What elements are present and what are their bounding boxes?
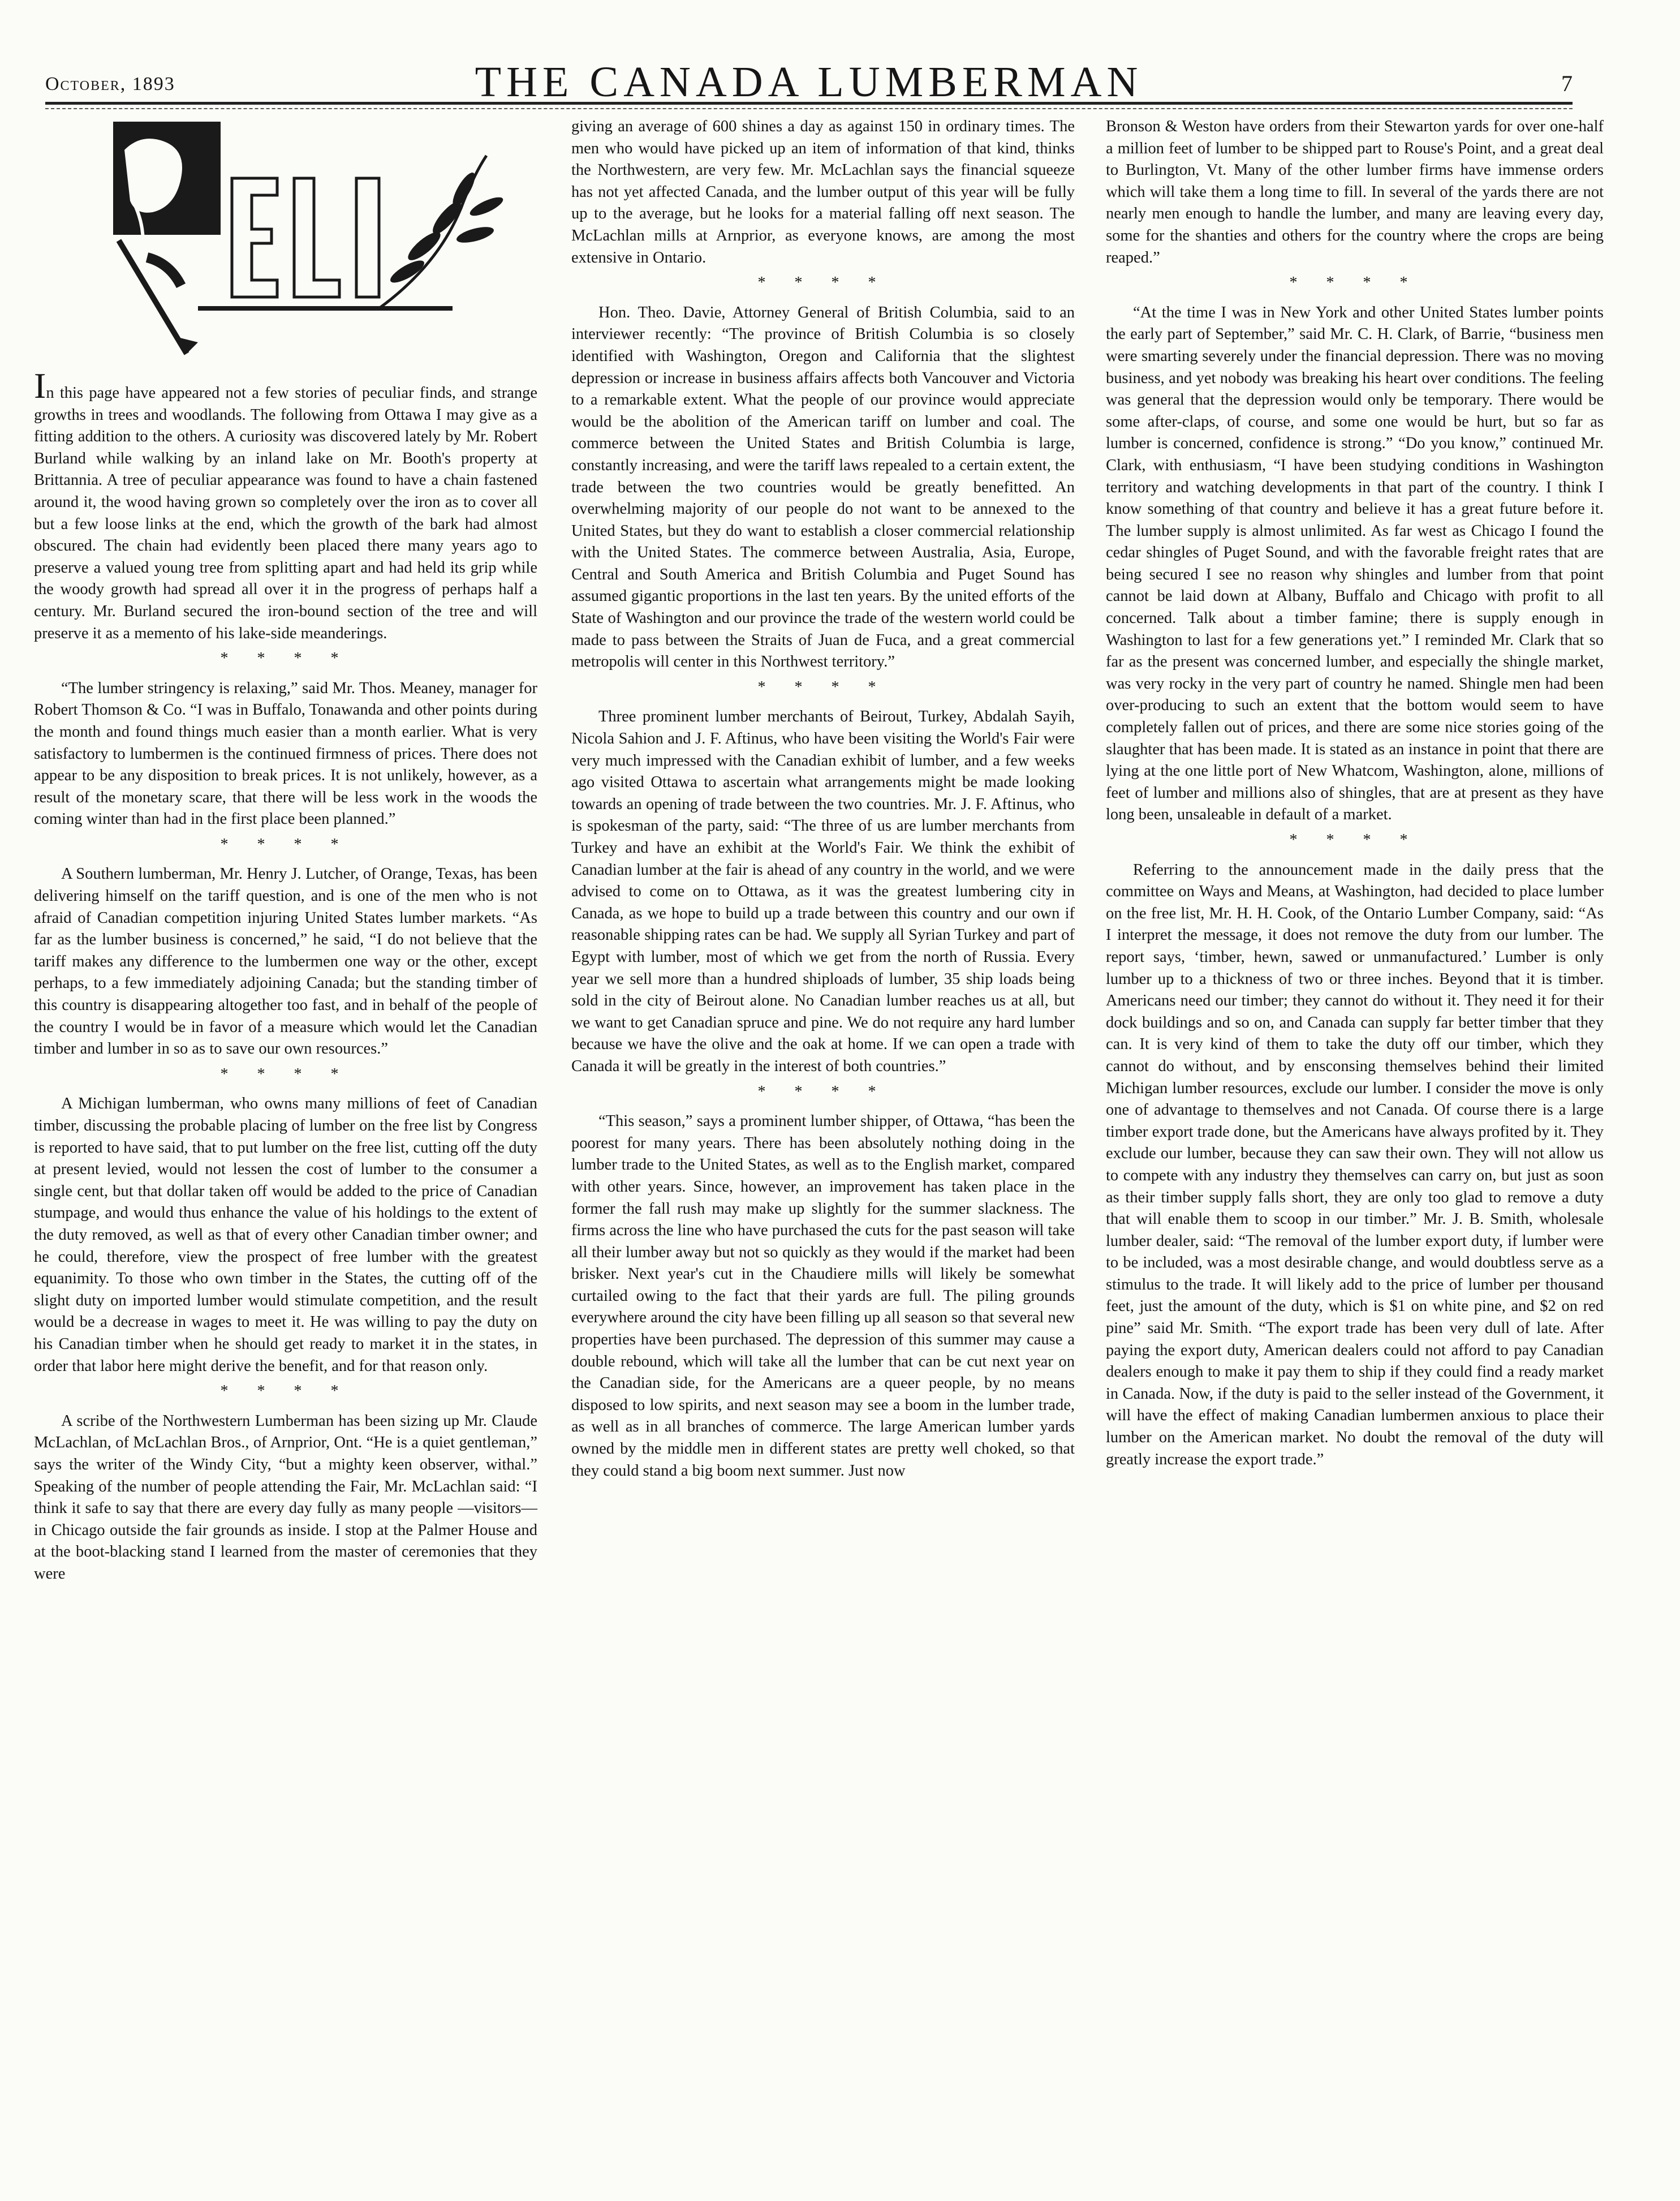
article-paragraph: In this page have appeared not a few stories of peculiar finds, and strange growths in trees and woodlands. The following from Ottawa I may give as a fitting addition to the others. A curiosity was discovered lately by Mr. Robert Burland while walking by an inland lake on Mr. Booth's property at Brittannia. A tree of peculiar appearance was found to have a chain fastened around it, the wood having grown so completely over the iron as to cover all but a few loose links at the end, which the growth of the bark had almost obscured. The chain had evidently been placed there many years ago to preserve a valued young tree from splitting apart and had held its grip while the woody growth had spread all over it in the progress of perhaps half a century. Mr. Burland secured the iron-bound section of the tree and will preserve it as a memento of his lake-side meanderings.: [34, 366, 537, 642]
header-rule-dashed: [45, 108, 1573, 109]
section-separator: * * * *: [220, 835, 351, 853]
column-3: [1106, 116, 1604, 1471]
section-separator: * * * *: [220, 1382, 351, 1400]
column-1: [34, 116, 537, 1585]
article-paragraph: Bronson & Weston have orders from their Stewarton yards for over one-half a million feet of lumber to be shipped part to Rouse's Point, and a great deal to Burlington, Vt. Many of the other lumber firms have immense orders which will take them a long time to fill. In several of the yards there are not nearly men enough to handle the lumber, and many are leaving every day, some for the shanties and others for the country where the crops are being reaped.”: [1106, 118, 1604, 266]
article-paragraph: “The lumber stringency is relaxing,” said Mr. Thos. Meaney, manager for Robert Thomson & Co. “I was in Buffalo, Tonawanda and other points during the month and found things much easier than a month earlier. What is very satisfactory to lumbermen is the continued firmness of prices. There does not appear to be any disposition to break prices. It is not unlikely, however, as a result of the monetary scare, that there will be less work in the woods the coming winter than had in the first place been planned.”: [34, 679, 537, 828]
section-separator: * * * *: [757, 678, 889, 696]
section-separator: * * * *: [1289, 831, 1420, 849]
article-paragraph: “At the time I was in New York and other United States lumber points the early part of September,” said Mr. C. H. Clark, of Barrie, “business men were smarting severely under the financial depression. There was no moving business, and yet nobody was breaking his heart over conditions. The feeling was general that the depression would only be temporary. There would be some after-claps, of course, and some one would be hurt, but so far as lumber is concerned, confidence is strong.” “Do you know,” continued Mr. Clark, with enthusiasm, “I have been studying conditions in Washington territory and watching developments in that part of the country. I think I know something of that country and believe it has a great future before it. The lumber supply is almost unlimited. As far west as Chicago I found the cedar shingles of Puget Sound, and with the favorable freight rates that are being secured I see no reason why shingles and lumber from that point cannot be laid down at Albany, Buffalo and Chicago with profit to all concerned. Talk about a timber famine; there is supply enough in Washington to last for a few generations yet.” I reminded Mr. Clark that so far as the present was concerned lumber, and especially the shingle market, was very rocky in the very part of country he named. Shingle men had been over-producing to such an extent that the bottom would seem to have completely fallen out of prices, and there are some nice stories going of the slaughter that has been made. It is stated as an instance in point that there are lying at the one little port of New Whatcom, Washington, alone, millions of feet of lumber and millions also of shingles, that are at present as they have long been, unsaleable in default of a market.: [1106, 303, 1604, 824]
article-paragraph: A Southern lumberman, Mr. Henry J. Lutcher, of Orange, Texas, has been delivering himself on the tariff question, and is one of the men who is not afraid of Canadian competition injuring United States lumber markets. “As far as the lumber business is concerned,” he said, “I do not believe that the tariff makes any difference to the lumbermen one way or the other, except perhaps, to a few immediately adjoining Canada; but the standing timber of this country is disappearing altogether too fast, and in behalf of the people of the country I would be in favor of a measure which would let the Canadian timber and lumber in so as to save our own resources.”: [34, 865, 537, 1058]
page-number: 7: [1561, 71, 1573, 96]
section-separator: * * * *: [757, 274, 889, 292]
decorative-ornament: [34, 116, 537, 359]
article-paragraph: Referring to the announcement made in the daily press that the committee on Ways and Means, at Washington, had decided to place lumber on the free list, Mr. H. H. Cook, of the Ontario Lumber Company, said: “As I interpret the message, it does not remove the duty from our lumber. The report says, ‘timber, hewn, sawed or unmanufactured.’ Lumber is only lumber up to a thickness of two or three inches. Beyond that it is timber. Americans need our timber; they cannot do without it. They need it for their dock buildings and so on, and Canada can supply far better timber that they can. It is very kind of them to take the duty off our timber, which they cannot do without, and by ensconsing themselves behind their limited Michigan lumber resources, exclude our lumber. I consider the move is only one of advantage to themselves and not Canada. Of course there is a large timber export trade done, but the Americans have always profited by it. They exclude our lumber, because they can saw their own. They will not allow us to compete with any industry they themselves can carry on, but just as soon as their timber supply falls short, they are only too glad to remove a duty that will enable them to scoop in our timber.” Mr. J. B. Smith, wholesale lumber dealer, said: “The removal of the lumber export duty, if lumber were to be included, was a most desirable change, and would doubtless serve as a stimulus to the trade. It will likely add to the price of lumber per thousand feet, just the amount of the duty, which is $1 on white pine, and $2 on red pine” said Mr. Smith. “The export trade has been very dull of late. After paying the export duty, American dealers could not afford to pay Canadian dealers enough to make it pay them to ship if they could find a ready market in Canada. Now, if the duty is paid to the seller instead of the Government, it will have the effect of making Canadian lumbermen anxious to place their lumber on the American market. No doubt the removal of the duty will greatly increase the export trade.”: [1106, 861, 1604, 1468]
article-paragraph: A Michigan lumberman, who owns many millions of feet of Canadian timber, discussing the probable placing of lumber on the free list by Congress is reported to have said, that to put lumber on the free list, cutting off the duty at present levied, would not lessen the cost of lumber to the consumer a single cent, but that dollar taken off would be added to the price of Canadian stumpage, and would thus enhance the value of his holdings to the extent of the duty removed, as well as that of every other Canadian timber owner; and he could, therefore, view the prospect of free lumber with the greatest equanimity. To those who own timber in the States, the cutting off of the slight duty on imported lumber would stimulate competition, and the result would be a decrease in wages to meet it. He was willing to pay the duty on his Canadian timber when he should get ready to market it in the states, in order that labor here might derive the benefit, and for that reason only.: [34, 1095, 537, 1375]
article-paragraph: Three prominent lumber merchants of Beirout, Turkey, Abdalah Sayih, Nicola Sahion and J. F. Aftinus, who have been visiting the World's Fair were very much impressed with the Canadian exhibit of lumber, and a few weeks ago visited Ottawa to ascertain what arrangements might be made looking towards an opening of trade between the two countries. Mr. J. F. Aftinus, who is spokesman of the party, said: “The three of us are lumber merchants from Turkey and have an exhibit at the World's Fair. We think the exhibit of Canadian lumber at the fair is ahead of any country in the world, and we were advised to come on to Ottawa, as it was the greatest lumbering city in Canada, as we hope to build up a trade between this country and our own if reasonable shipping rates can be had. We supply all Syrian Turkey and part of Egypt with lumber, most of which we get from the north of Russia. Every year we sell more than a hundred shiploads of lumber, 35 ship loads being sold in the city of Beirout alone. No Canadian lumber reaches us at all, but we want to get Canadian spruce and pine. We do not require any hard lumber because we have the olive and the oak at home. If we can open a trade with Canada it will be greatly in the interest of both countries.”: [571, 708, 1075, 1075]
eli-illustration: [34, 116, 537, 359]
ornament-letters-text: [34, 116, 35, 117]
masthead-title: THE CANADA LUMBERMAN: [475, 58, 1143, 106]
section-separator: * * * *: [220, 650, 351, 668]
svg-text:ELI: ELI: [34, 116, 35, 117]
article-paragraph: “This season,” says a prominent lumber shipper, of Ottawa, “has been the poorest for many years. There has been absolutely nothing doing in the lumber trade to the United States, as well as to the English market, compared with other years. Since, however, an improvement has taken place in the former the fall rush may make up slightly for the summer slackness. The firms across the line who have purchased the cuts for the past season will take all their lumber away but not so quickly as they would if the market had been brisker. Next year's cut in the Chaudiere mills will likely be somewhat curtailed owing to the fact that their yards are full. The piling grounds everywhere around the city have been filling up all season so that several new properties have been purchased. The depression of this summer may cause a double rebound, which will take all the lumber that can be cut next year on the Canadian side, for the Americans are a queer people, by no means disposed to low spirits, and next season may see a boom in the lumber trade, as well as in all branches of commerce. The large American lumber yards owned by the middle men in different states are pretty well choked, so that they could stand a big boom next summer. Just now: [571, 1112, 1075, 1480]
section-separator: * * * *: [1289, 274, 1420, 292]
article-paragraph: giving an average of 600 shines a day as against 150 in ordinary times. The men who would have picked up an item of information of that kind, thinks the Northwestern, are very few. Mr. McLachlan says the financial squeeze has not yet affected Canada, and the lumber output of this year will be fully up to the average, but he looks for a material falling off next season. The McLachlan mills at Arnprior, as everyone knows, are among the most extensive in Ontario.: [571, 118, 1075, 266]
section-separator: * * * *: [757, 1082, 889, 1100]
article-paragraph: Hon. Theo. Davie, Attorney General of British Columbia, said to an interviewer recently: “The province of British Columbia is so closely identified with Washington, Oregon and California that the slightest depression or increase in business affairs affects both Vancouver and Victoria to a remarkable extent. What the people of our province would appreciate would be the abolition of the American tariff on lumber and coal. The commerce between the United States and British Columbia is large, constantly increasing, and were the tariff laws repealed to a certain extent, the trade between the two countries would be greatly benefitted. An overwhelming majority of our people do not want to be annexed to the United States, but they do want to establish a closer commercial relationship with the United States. The commerce between Australia, Asia, Europe, Central and South America and British Columbia and Puget Sound has assumed gigantic proportions in the last ten years. By the united efforts of the State of Washington and our province the trade of the western world could be made to pass between the Straits of Juan de Fuca, and a great commercial metropolis will center in this Northwest territory.”: [571, 303, 1075, 671]
issue-date: October, 1893: [45, 74, 175, 94]
article-paragraph: A scribe of the Northwestern Lumberman has been sizing up Mr. Claude McLachlan, of McLachlan Bros., of Arnprior, Ont. “He is a quiet gentleman,” says the writer of the Windy City, “but a mighty keen observer, withal.” Speaking of the number of people attending the Fair, Mr. McLachlan said: “I think it safe to say that there are every day fully as many people —visitors—in Chicago outside the fair grounds as inside. I stop at the Palmer House and at the boot-blacking stand I learned from the master of ceremonies that they were: [34, 1412, 537, 1583]
column-2: [571, 116, 1075, 1482]
header-rule: [45, 102, 1573, 105]
page-header: [45, 58, 1573, 106]
section-separator: * * * *: [220, 1065, 351, 1083]
